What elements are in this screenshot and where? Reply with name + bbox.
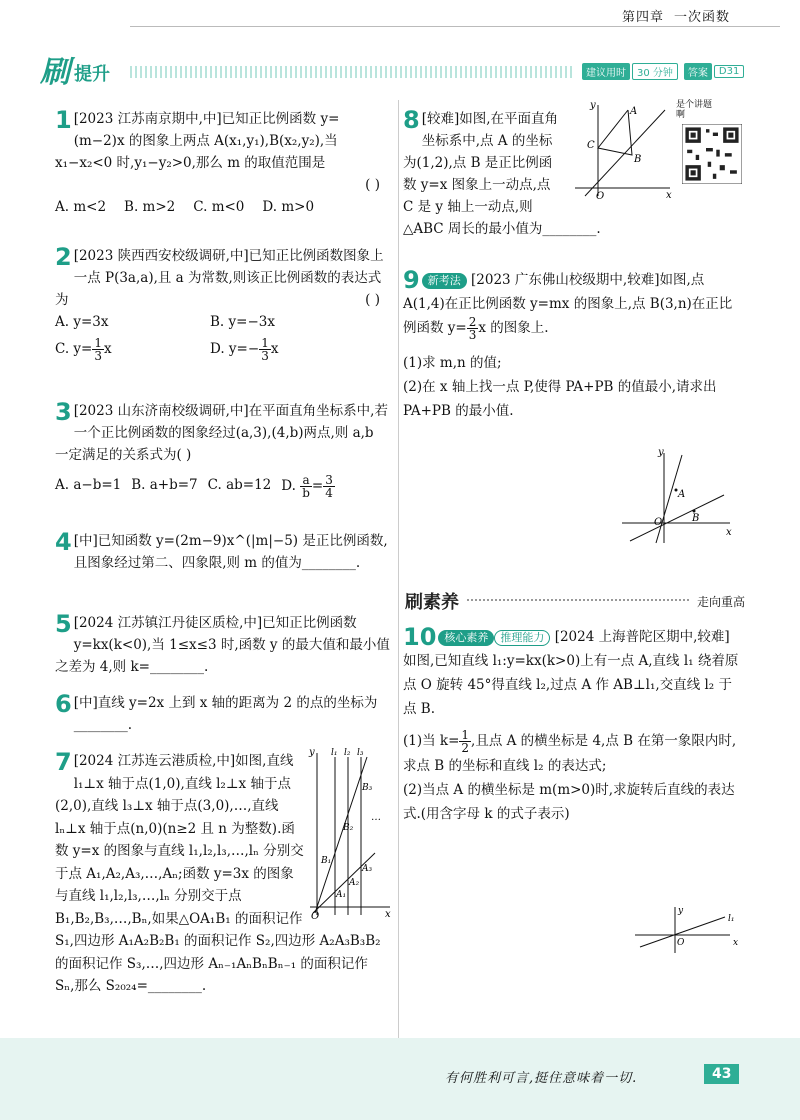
question-1: [55, 108, 390, 218]
page-footer: [0, 1038, 800, 1120]
question-number: 8: [403, 106, 420, 134]
question-text: [中]已知函数 y=(2m−9)x^(|m|−5) 是正比例函数,且图象经过第二、四象限,则 m 的值为________.: [73, 533, 388, 571]
chapter-header: [622, 6, 730, 25]
time-suggestion: [582, 63, 744, 79]
option-b[interactable]: B. y=−3x: [210, 314, 275, 330]
question-number: 5: [55, 610, 72, 638]
q9-figure: [620, 445, 740, 545]
sub-question-2: (2)在 x 轴上找一点 P,使得 PA+PB 的值最小,请求出 PA+PB 的最小值.: [403, 379, 717, 419]
option-d[interactable]: D. y=− $\frac{1}{3}$ x: [210, 336, 279, 363]
answer-page: D31: [714, 65, 744, 78]
sub-question-2: (2)当点 A 的横坐标是 m(m>0)时,求旋转后直线的表达式.(用含字母 k 的式子表示): [403, 782, 735, 822]
brand-sub: 提升: [74, 64, 110, 85]
header-rule: [130, 26, 780, 27]
option-c[interactable]: C. y= $\frac{1}{3}$ x: [55, 336, 112, 363]
options: [55, 196, 390, 218]
answer-bracket: ( ): [365, 292, 380, 308]
option-d[interactable]: D. $\frac{a}{b}$ = $\frac{3}{4}$: [281, 473, 333, 500]
reasoning-tag: 推理能力: [494, 630, 550, 646]
q8-figure: [570, 100, 675, 200]
sub-question-1: (1)当 k= $\frac{1}{2}$ ,且点 A 的横坐标是 4,点 B 在第一象限内时,求点 B 的坐标和直线 l₂ 的表达式;: [403, 728, 737, 774]
question-2: [55, 245, 390, 362]
question-text-2: x 的图象上.: [478, 320, 549, 336]
q7-figure: [305, 745, 395, 920]
fig-label: A₁: [336, 890, 347, 900]
fig-label: A: [630, 106, 638, 117]
fig-label: l₂: [344, 748, 351, 758]
fig-label: l₁: [331, 748, 338, 758]
fraction: $\frac{2}{3}$: [468, 315, 477, 342]
question-number: 1: [55, 106, 72, 134]
question-text: [2024 上海普陀区期中,较难]如图,已知直线 l₁:y=kx(k>0)上有一点 A,直线 l₁ 绕着原点 O 旋转 45°得直线 l₂,过点 A 作 AB⊥l₁,交直线 l₂ 于点 B.: [403, 629, 739, 717]
answer-bracket: ( ): [365, 177, 380, 193]
core-literacy-tag: 核心素养: [438, 630, 494, 646]
brand-logo: [40, 52, 110, 90]
fig-label: B: [692, 513, 700, 524]
fig-label: O: [311, 911, 320, 920]
question-text: [2023 江苏南京期中,中]已知正比例函数 y=(m−2)x 的图象上两点 A(x₁,y₁),B(x₂,y₂),当 x₁−x₂<0 时,y₁−y₂>0,那么 m 的取值范围是: [55, 111, 340, 171]
time-label: 建议用时: [582, 63, 630, 80]
question-5: [55, 612, 390, 678]
fig-label: A₂: [349, 878, 360, 888]
fig-label: l₁: [728, 914, 735, 924]
question-10: [403, 625, 743, 826]
question-number: 3: [55, 398, 72, 426]
fig-label: y: [590, 100, 596, 111]
fig-label: B₃: [362, 783, 373, 793]
option-c[interactable]: C. m<0: [193, 199, 245, 215]
option-b[interactable]: B. a+b=7: [131, 477, 198, 493]
column-divider: [398, 100, 399, 1060]
option-d[interactable]: D. m>0: [262, 199, 315, 215]
option-c[interactable]: C. ab=12: [207, 477, 272, 493]
sub-question-1: (1)求 m,n 的值;: [403, 355, 502, 371]
question-text: [2023 陕西西安校级调研,中]已知正比例函数图象上一点 P(3a,a),且 a 为常数,则该正比例函数的表达式为: [55, 248, 384, 308]
question-text: [中]直线 y=2x 上到 x 轴的距离为 2 的点的坐标为________.: [73, 695, 378, 733]
question-text: [较难]如图,在平面直角坐标系中,点 A 的坐标为(1,2),点 B 是正比例函数 y=x 图象上一动点,点 C 是 y 轴上一动点,则△ABC 周长的最小值为________.: [403, 111, 601, 237]
fig-label: B: [634, 154, 642, 165]
question-text: [2023 山东济南校级调研,中]在平面直角坐标系中,若一个正比例函数的图象经过(a,3),(4,b)两点,则 a,b 一定满足的关系式为( ): [55, 403, 388, 463]
fig-label: C: [587, 140, 595, 151]
fig-label: y: [678, 906, 684, 916]
question-number: 10: [403, 623, 437, 651]
fig-label: y: [658, 447, 664, 458]
fig-label: x: [666, 190, 672, 200]
fig-label: x: [385, 909, 391, 920]
fig-label: B₂: [343, 823, 354, 833]
chapter-title: 一次函数: [673, 10, 730, 25]
option-a[interactable]: A. m<2: [55, 199, 107, 215]
section-title: 刷素养: [405, 592, 459, 613]
decorative-stripes: [130, 66, 575, 78]
fig-label: A: [678, 489, 686, 500]
chapter-number: 第四章: [621, 10, 664, 25]
question-text: [2023 广东佛山校级期中,较难]如图,点 A(1,4)在正比例函数 y=mx 的图象上,点 B(3,n)在正比例函数 y=: [403, 272, 733, 336]
question-9: [403, 268, 743, 423]
section-right: 走向重高: [696, 594, 745, 609]
fig-label: A₃: [362, 864, 373, 874]
fig-label: x: [726, 527, 732, 538]
q10-figure: [630, 905, 740, 955]
question-number: 9: [403, 266, 420, 294]
question-number: 4: [55, 528, 72, 556]
question-number: 2: [55, 243, 72, 271]
question-4: [55, 530, 390, 574]
fig-label: l₃: [357, 748, 364, 758]
fig-label: O: [654, 517, 663, 528]
qr-caption: 是个讲题啊: [676, 100, 713, 120]
fig-label: B₁: [321, 856, 332, 866]
question-text: [2024 江苏连云港质检,中]如图,直线 l₁⊥x 轴于点(1,0),直线 l₂⊥x 轴于点(2,0),直线 l₃⊥x 轴于点(3,0),…,直线 lₙ⊥x 轴于点(n,0)(n≥2 且 n 为整数).函数 y=x 的图象与直线 l₁,l₂,l₃,…,lₙ 分别交于点 A₁,A₂,A₃,…,Aₙ;函数 y=3x 的图象与直线 l₁,l₂,l₃,…,lₙ 分别交于点 B₁,B₂,B₃,…,Bₙ,如果△OA₁B₁ 的面积记作 S₁,四边形 A₁A₂B₂B₁ 的面积记作 S₂,四边形 A₂A₃B₃B₂ 的面积记作 S₃,…,四边形 Aₙ₋₁AₙBₙBₙ₋₁ 的面积记作 Sₙ,那么 S₂₀₂₄=________.: [55, 753, 381, 994]
option-a[interactable]: A. y=3x: [55, 314, 109, 330]
option-b[interactable]: B. m>2: [124, 199, 176, 215]
answer-label: 答案: [684, 63, 712, 80]
time-value: 30 分钟: [632, 63, 678, 80]
fig-label: y: [309, 747, 315, 758]
question-3: [55, 400, 390, 499]
section-dots: [467, 599, 689, 603]
option-a[interactable]: A. a−b=1: [55, 477, 122, 493]
fraction: $\frac{1}{3}$: [94, 336, 103, 363]
footer-motto: 有何胜利可言,挺住意味着一切.: [445, 1071, 638, 1086]
options: [55, 474, 390, 499]
fig-label: …: [371, 812, 381, 823]
page-number: 43: [704, 1064, 739, 1084]
section-header: [405, 588, 745, 614]
fig-label: x: [733, 938, 739, 948]
question-text: [2024 江苏镇江丹徒区质检,中]已知正比例函数 y=kx(k<0),当 1≤x≤3 时,函数 y 的最大值和最小值之差为 4,则 k=________.: [55, 615, 390, 675]
question-6: [55, 692, 390, 736]
question-number: 7: [55, 748, 72, 776]
qr-code-icon[interactable]: [682, 124, 742, 184]
brand-main: 刷: [40, 55, 70, 90]
options: [55, 311, 390, 362]
fraction: $\frac{1}{3}$: [261, 336, 269, 363]
fig-label: O: [677, 938, 685, 948]
fig-label: O: [596, 191, 605, 200]
question-number: 6: [55, 690, 72, 718]
new-method-tag: 新考法: [422, 273, 467, 289]
